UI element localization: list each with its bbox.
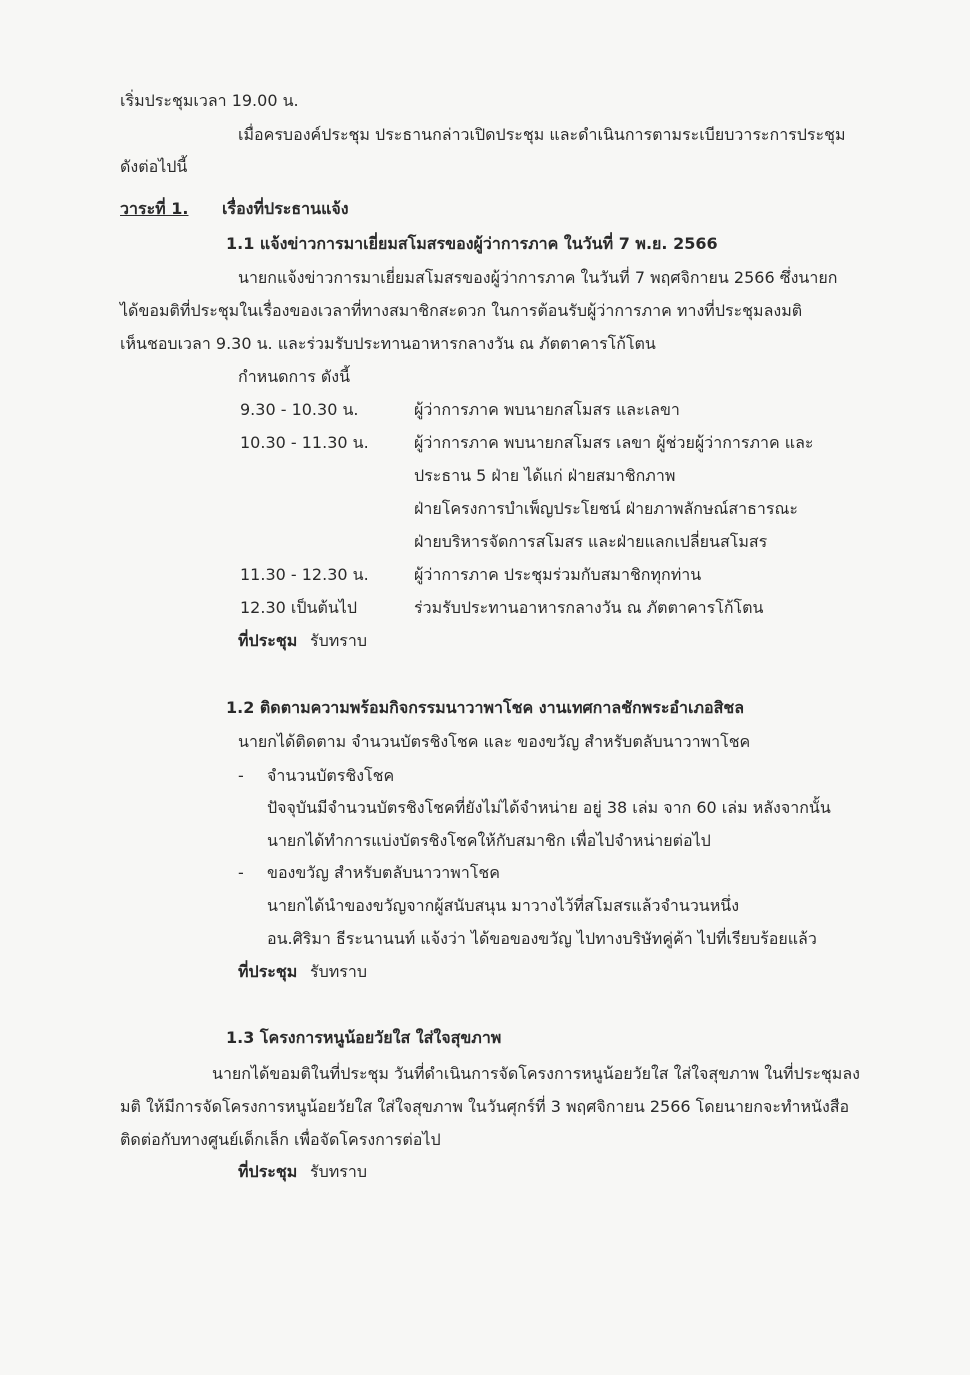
section-1-3-para-line-3: ติดต่อกับทางศูนย์เด็กเล็ก เพื่อจัดโครงการต่อไป [120,1130,441,1149]
section-1-2-heading: 1.2 ติดตามความพร้อมกิจกรรมนาวาพาโชค งานเทศกาลชักพระอำเภอสิชล [226,698,745,717]
resolution-label: ที่ประชุม [238,631,298,650]
schedule-desc: ฝ่ายโครงการบำเพ็ญประโยชน์ ฝ่ายภาพลักษณ์สาธารณะ [414,499,798,518]
schedule-desc: ผู้ว่าการภาค พบนายกสโมสร และเลขา [414,400,680,419]
bullet-1-line-1: ปัจจุบันมีจำนวนบัตรชิงโชคที่ยังไม่ได้จำหน่าย อยู่ 38 เล่ม จาก 60 เล่ม หลังจากนั้น [267,798,831,817]
section-1-1-para-line-3: เห็นชอบเวลา 9.30 น. และร่วมรับประทานอาหารกลางวัน ณ ภัตตาคารโก้โตน [120,334,656,353]
schedule-desc: ผู้ว่าการภาค พบนายกสโมสร เลขา ผู้ช่วยผู้ว่าการภาค และ [414,433,814,452]
bullet-2-title: ของขวัญ สำหรับตลับนาวาพาโชค [267,863,500,882]
schedule-label: กำหนดการ ดังนี้ [238,367,351,386]
bullet-1-line-2: นายกได้ทำการแบ่งบัตรชิงโชคให้กับสมาชิก เพื่อไปจำหน่ายต่อไป [267,831,711,850]
bullet-2-line-2: อน.ศิริมา ธีระนานนท์ แจ้งว่า ได้ขอของขวัญ ไปทางบริษัทคู่ค้า ไปที่เรียบร้อยแล้ว [267,929,817,948]
section-1-1-heading: 1.1 แจ้งข่าวการมาเยี่ยมสโมสรของผู้ว่าการภาค ในวันที่ 7 พ.ย. 2566 [226,234,718,253]
schedule-time: 12.30 เป็นต้นไป [240,598,357,617]
schedule-desc: ผู้ว่าการภาค ประชุมร่วมกับสมาชิกทุกท่าน [414,565,702,584]
bullet-1-title: จำนวนบัตรชิงโชค [267,766,395,785]
section-1-3-para-line-2: มติ ให้มีการจัดโครงการหนูน้อยวัยใส ใส่ใจสุขภาพ ในวันศุกร์ที่ 3 พฤศจิกายน 2566 โดยนายกจะทำหนังสือ [120,1097,850,1116]
resolution-text: รับทราบ [310,1162,368,1181]
schedule-desc: ฝ่ายบริหารจัดการสโมสร และฝ่ายแลกเปลี่ยนสโมสร [414,532,768,551]
bullet-dash: - [238,766,244,785]
section-1-1-para-line-2: ได้ขอมติที่ประชุมในเรื่องของเวลาที่ทางสมาชิกสะดวก ในการต้อนรับผู้ว่าการภาค ทางที่ประชุมลงมติ [120,301,803,320]
schedule-time: 9.30 - 10.30 น. [240,400,359,419]
agenda-title: เรื่องที่ประธานแจ้ง [222,199,349,218]
section-1-2-intro: นายกได้ติดตาม จำนวนบัตรชิงโชค และ ของขวัญ สำหรับตลับนาวาพาโชค [238,732,751,751]
schedule-time: 11.30 - 12.30 น. [240,565,369,584]
bullet-2-line-1: นายกได้นำของขวัญจากผู้สนับสนุน มาวางไว้ที่สโมสรแล้วจำนวนหนึ่ง [267,896,740,915]
section-1-3-para-line-1: นายกได้ขอมติในที่ประชุม วันที่ดำเนินการจัดโครงการหนูน้อยวัยใส ใส่ใจสุขภาพ ในที่ประชุมลง [212,1064,860,1083]
agenda-label: วาระที่ 1. [120,199,189,218]
resolution-label: ที่ประชุม [238,962,298,981]
section-1-3-heading: 1.3 โครงการหนูน้อยวัยใส ใส่ใจสุขภาพ [226,1028,502,1047]
resolution-text: รับทราบ [310,962,368,981]
schedule-desc: ร่วมรับประทานอาหารกลางวัน ณ ภัตตาคารโก้โตน [414,598,764,617]
resolution-label: ที่ประชุม [238,1162,298,1181]
section-1-1-para-line-1: นายกแจ้งข่าวการมาเยี่ยมสโมสรของผู้ว่าการภาค ในวันที่ 7 พฤศจิกายน 2566 ซึ่งนายก [238,268,838,287]
schedule-desc: ประธาน 5 ฝ่าย ได้แก่ ฝ่ายสมาชิกภาพ [414,466,676,485]
schedule-time: 10.30 - 11.30 น. [240,433,369,452]
meeting-start-time: เริ่มประชุมเวลา 19.00 น. [120,91,299,110]
opening-line-1: เมื่อครบองค์ประชุม ประธานกล่าวเปิดประชุม และดำเนินการตามระเบียบวาระการประชุม [238,125,846,144]
opening-line-2: ดังต่อไปนี้ [120,157,188,176]
resolution-text: รับทราบ [310,631,368,650]
bullet-dash: - [238,863,244,882]
